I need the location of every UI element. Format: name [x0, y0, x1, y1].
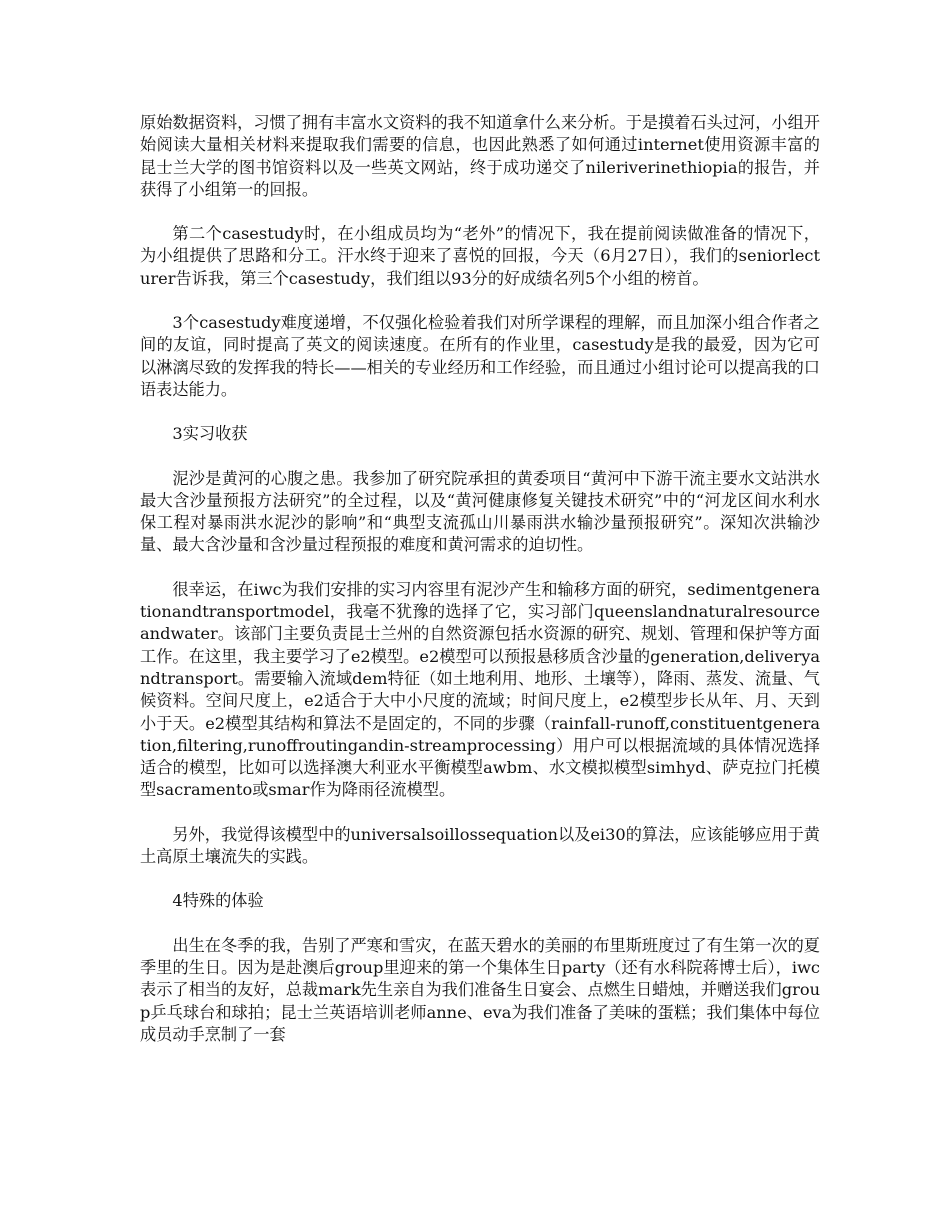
paragraph-case-study-2: 第二个casestudy时，在小组成员均为“老外”的情况下，我在提前阅读做准备的情况下，为小组提供了思路和分工。汗水终于迎来了喜悦的回报，今天（6月27日），我们的seniorlecturer告诉我，第三个casestudy，我们组以93分的好成绩名列5个小组的榜首。 — [140, 224, 820, 288]
paragraph-case-study-summary: 3个casestudy难度递增，不仅强化检验着我们对所学课程的理解，而且加深小组合作者之间的友谊，同时提高了英文的阅读速度。在所有的作业里，casestudy是我的最爱，因为它可以淋漓尽致的发挥我的特长——相关的专业经历和工作经验，而且通过小组讨论可以提高我的口语表达能力。 — [140, 313, 820, 399]
document-page — [140, 112, 820, 1068]
paragraph-usle: 另外，我觉得该模型中的universalsoillossequation以及ei30的算法，应该能够应用于黄土高原土壤流失的实践。 — [140, 824, 820, 867]
section-heading-special-experience: 4特殊的体验 — [172, 891, 264, 911]
paragraph-birthday: 出生在冬季的我，告别了严寒和雪灾，在蓝天碧水的美丽的布里斯班度过了有生第一次的夏季里的生日。因为是赴澳后group里迎来的第一个集体生日party（还有水科院蒋博士后），iwc表示了相当的友好，总裁mark先生亲自为我们准备生日宴会、点燃生日蜡烛，并赠送我们group乒乓球台和球拍；昆士兰英语培训老师anne、eva为我们准备了美味的蛋糕；我们集体中每位成员动手烹制了一套 — [140, 935, 820, 1044]
paragraph-e2-model: 很幸运，在iwc为我们安排的实习内容里有泥沙产生和输移方面的研究，sedimentgenerationandtransportmodel，我毫不犹豫的选择了它，实习部门queenslandnaturalresourceandwater。该部门主要负责昆士兰州的自然资源包括水资源的研究、规划、管理和保护等方面工作。在这里，我主要学习了e2模型。e2模型可以预报悬移质含沙量的generation,deliveryandtransport。需要输入流域dem特征（如土地利用、地形、土壤等），降雨、蒸发、流量、气候资料。空间尺度上，e2适合于大中小尺度的流域；时间尺度上，e2模型步长从年、月、天到小于天。e2模型其结构和算法不是固定的，不同的步骤（rainfall-runoff,constituentgeneration,filtering,runoffroutingandin-streamprocessing）用户可以根据流域的具体情况选择适合的模型，比如可以选择澳大利亚水平衡模型awbm、水文模拟模型simhyd、萨克拉门托模型sacramento或smar作为降雨径流模型。 — [140, 579, 820, 800]
section-heading-internship-gains: 3实习收获 — [172, 424, 248, 444]
paragraph-sediment-problem: 泥沙是黄河的心腹之患。我参加了研究院承担的黄委项目“黄河中下游干流主要水文站洪水最大含沙量预报方法研究”的全过程，以及“黄河健康修复关键技术研究”中的“河龙区间水利水保工程对暴雨洪水泥沙的影响”和“典型支流孤山川暴雨洪水输沙量预报研究”。深知次洪输沙量、最大含沙量和含沙量过程预报的难度和黄河需求的迫切性。 — [140, 468, 820, 555]
paragraph-continuation: 原始数据资料，习惯了拥有丰富水文资料的我不知道拿什么来分析。于是摸着石头过河，小组开始阅读大量相关材料来提取我们需要的信息，也因此熟悉了如何通过internet使用资源丰富的昆士兰大学的图书馆资料以及一些英文网站，终于成功递交了nileriverinethiopia的报告，并获得了小组第一的回报。 — [140, 113, 820, 199]
